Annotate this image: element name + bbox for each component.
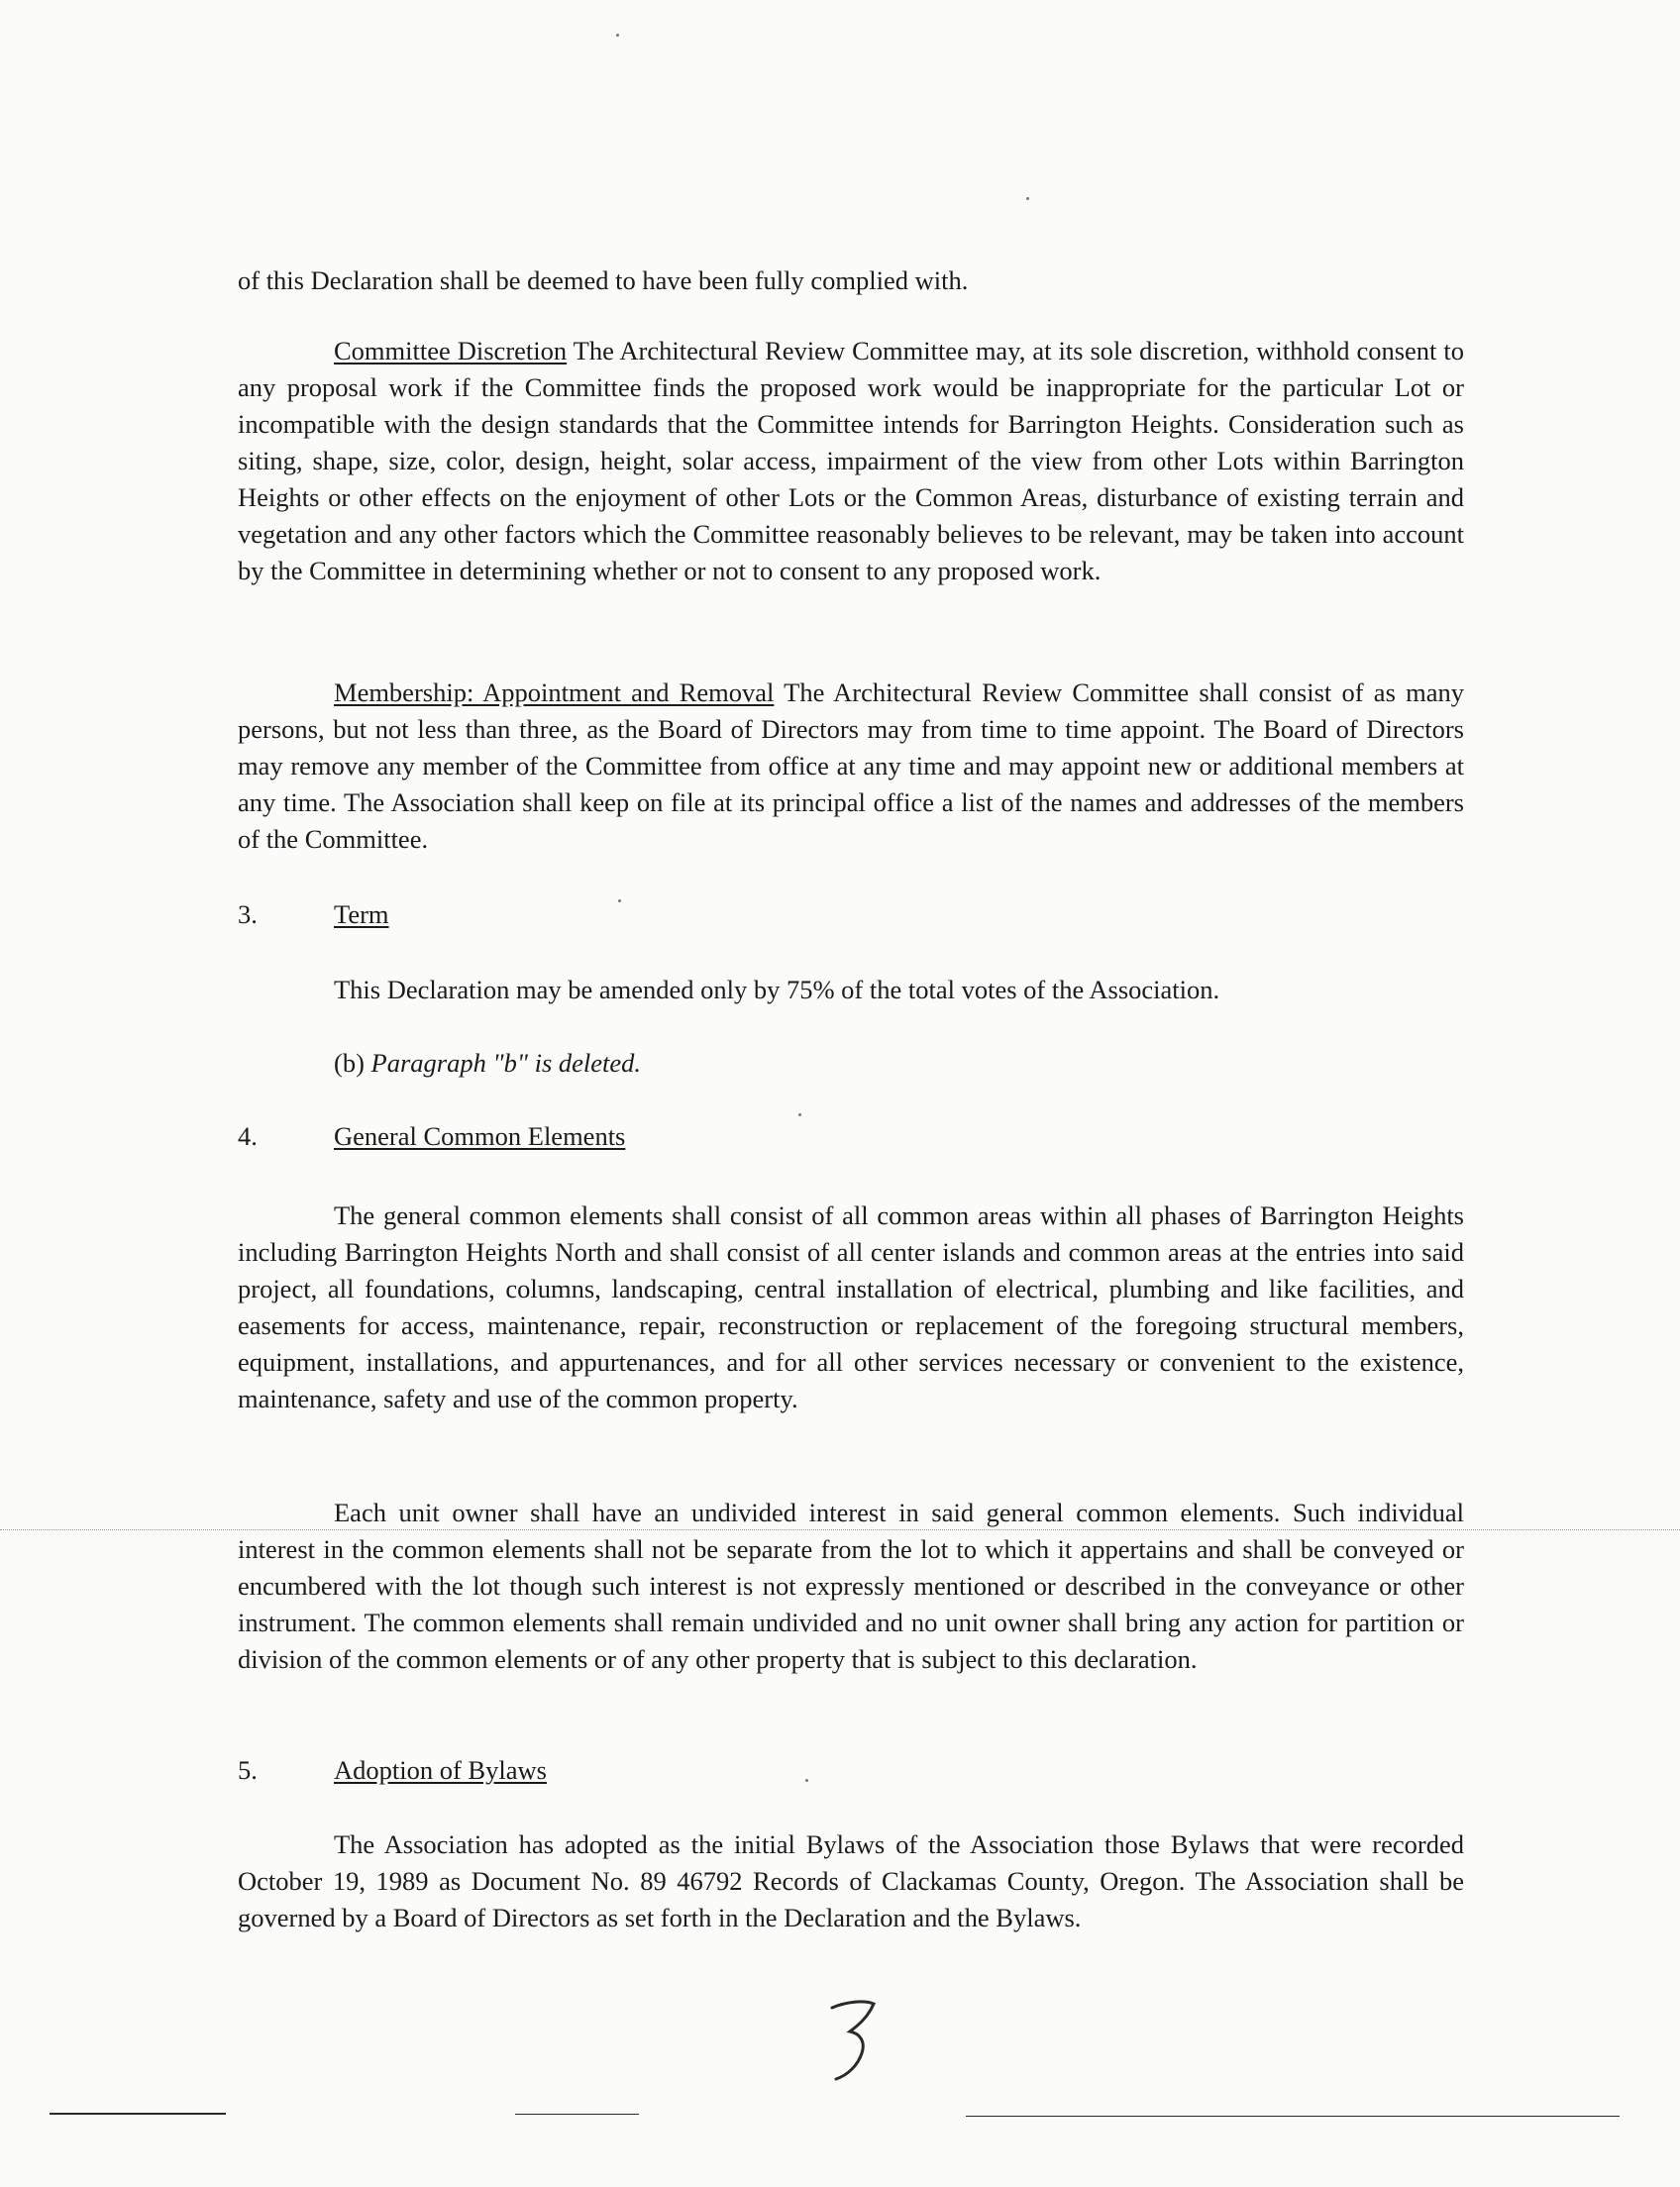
section-4-title: General Common Elements bbox=[334, 1121, 626, 1151]
section-4-number: 4. bbox=[238, 1121, 258, 1151]
membership-paragraph bbox=[238, 675, 1464, 858]
section-3-item-b bbox=[334, 1045, 641, 1082]
scan-speck bbox=[805, 1779, 808, 1782]
section-3-number: 3. bbox=[238, 899, 258, 929]
section-5-title: Adoption of Bylaws bbox=[334, 1755, 547, 1785]
committee-discretion-heading: Committee Discretion bbox=[334, 336, 568, 365]
footer-rule-right bbox=[966, 2116, 1620, 2117]
item-b-text: Paragraph "b" is deleted. bbox=[370, 1048, 642, 1078]
scan-speck bbox=[798, 1113, 801, 1116]
footer-rule-center bbox=[515, 2114, 639, 2115]
scan-speck bbox=[616, 34, 619, 37]
section-4-heading bbox=[238, 1118, 625, 1155]
footer-rule-left bbox=[50, 2113, 226, 2115]
handwritten-page-number-glyph bbox=[824, 1996, 884, 2085]
section-5-paragraph: The Association has adopted as the initial Bylaws of the Association those Bylaws that were recorded October 19, 1989 as Document No. 89 46792 Records of Clackamas County, Oregon. The Association shall be governed by a Board of Directors as set forth in the Declaration and the Bylaws. bbox=[238, 1829, 1464, 1932]
membership-body: The Architectural Review Committee shall consist of as many persons, but not less than three, as the Board of Directors may from time to time appoint. The Board of Directors may remove any member of the Committee from office at any time and may appoint new or additional members at any time. The Association shall keep on file at its principal office a list of the names and addresses of the members of the Committee. bbox=[238, 677, 1464, 854]
scan-speck bbox=[618, 899, 621, 902]
section-4-paragraph-1: The general common elements shall consist of all common areas within all phases of Barrington Heights including Barrington Heights North and shall consist of all center islands and common areas at the entries into said project, all foundations, columns, landscaping, central installation of electrical, plumbing and like facilities, and easements for access, maintenance, repair, reconstruction or replacement of the foregoing structural members, equipment, installations, and appurtenances, and for all other services necessary or convenient to the existence, maintenance, safety and use of the common property. bbox=[238, 1200, 1464, 1413]
scan-speck bbox=[1026, 197, 1029, 200]
committee-discretion-paragraph bbox=[238, 333, 1464, 589]
section-3-title: Term bbox=[334, 899, 389, 929]
section-5-number: 5. bbox=[238, 1755, 258, 1785]
section-4-paragraph-2: Each unit owner shall have an undivided interest in said general common elements. Such individual interest in the common elements shall not be separate from the lot to which it appertains and shall be conveyed or encumbered with the lot though such interest is not expressly mentioned or described in the conveyance or other instrument. The common elements shall remain undivided and no unit owner shall bring any action for partition or division of the common elements or of any other property that is subject to this declaration. bbox=[238, 1498, 1464, 1674]
section-5-heading bbox=[238, 1752, 547, 1789]
section-3-heading bbox=[238, 896, 389, 933]
item-b-label: (b) bbox=[334, 1048, 371, 1078]
section-3-body: This Declaration may be amended only by 75% of the total votes of the Association. bbox=[334, 975, 1220, 1004]
committee-discretion-body: The Architectural Review Committee may, at its sole discretion, withhold consent to any proposal work if the Committee finds the proposed work would be inappropriate for the particular Lot or incompatible with the design standards that the Committee intends for Barrington Heights. Consideration such as siting, shape, size, color, design, height, solar access, impairment of the view from other Lots within Barrington Heights or other effects on the enjoyment of other Lots or the Common Areas, disturbance of existing terrain and vegetation and any other factors which the Committee reasonably believes to be relevant, may be taken into account by the Committee in determining whether or not to consent to any proposed work. bbox=[238, 336, 1464, 585]
membership-heading: Membership: Appointment and Removal bbox=[334, 677, 775, 707]
handwritten-page-number bbox=[824, 1996, 884, 2085]
continuation-text: of this Declaration shall be deemed to have been fully complied with. bbox=[238, 265, 969, 295]
